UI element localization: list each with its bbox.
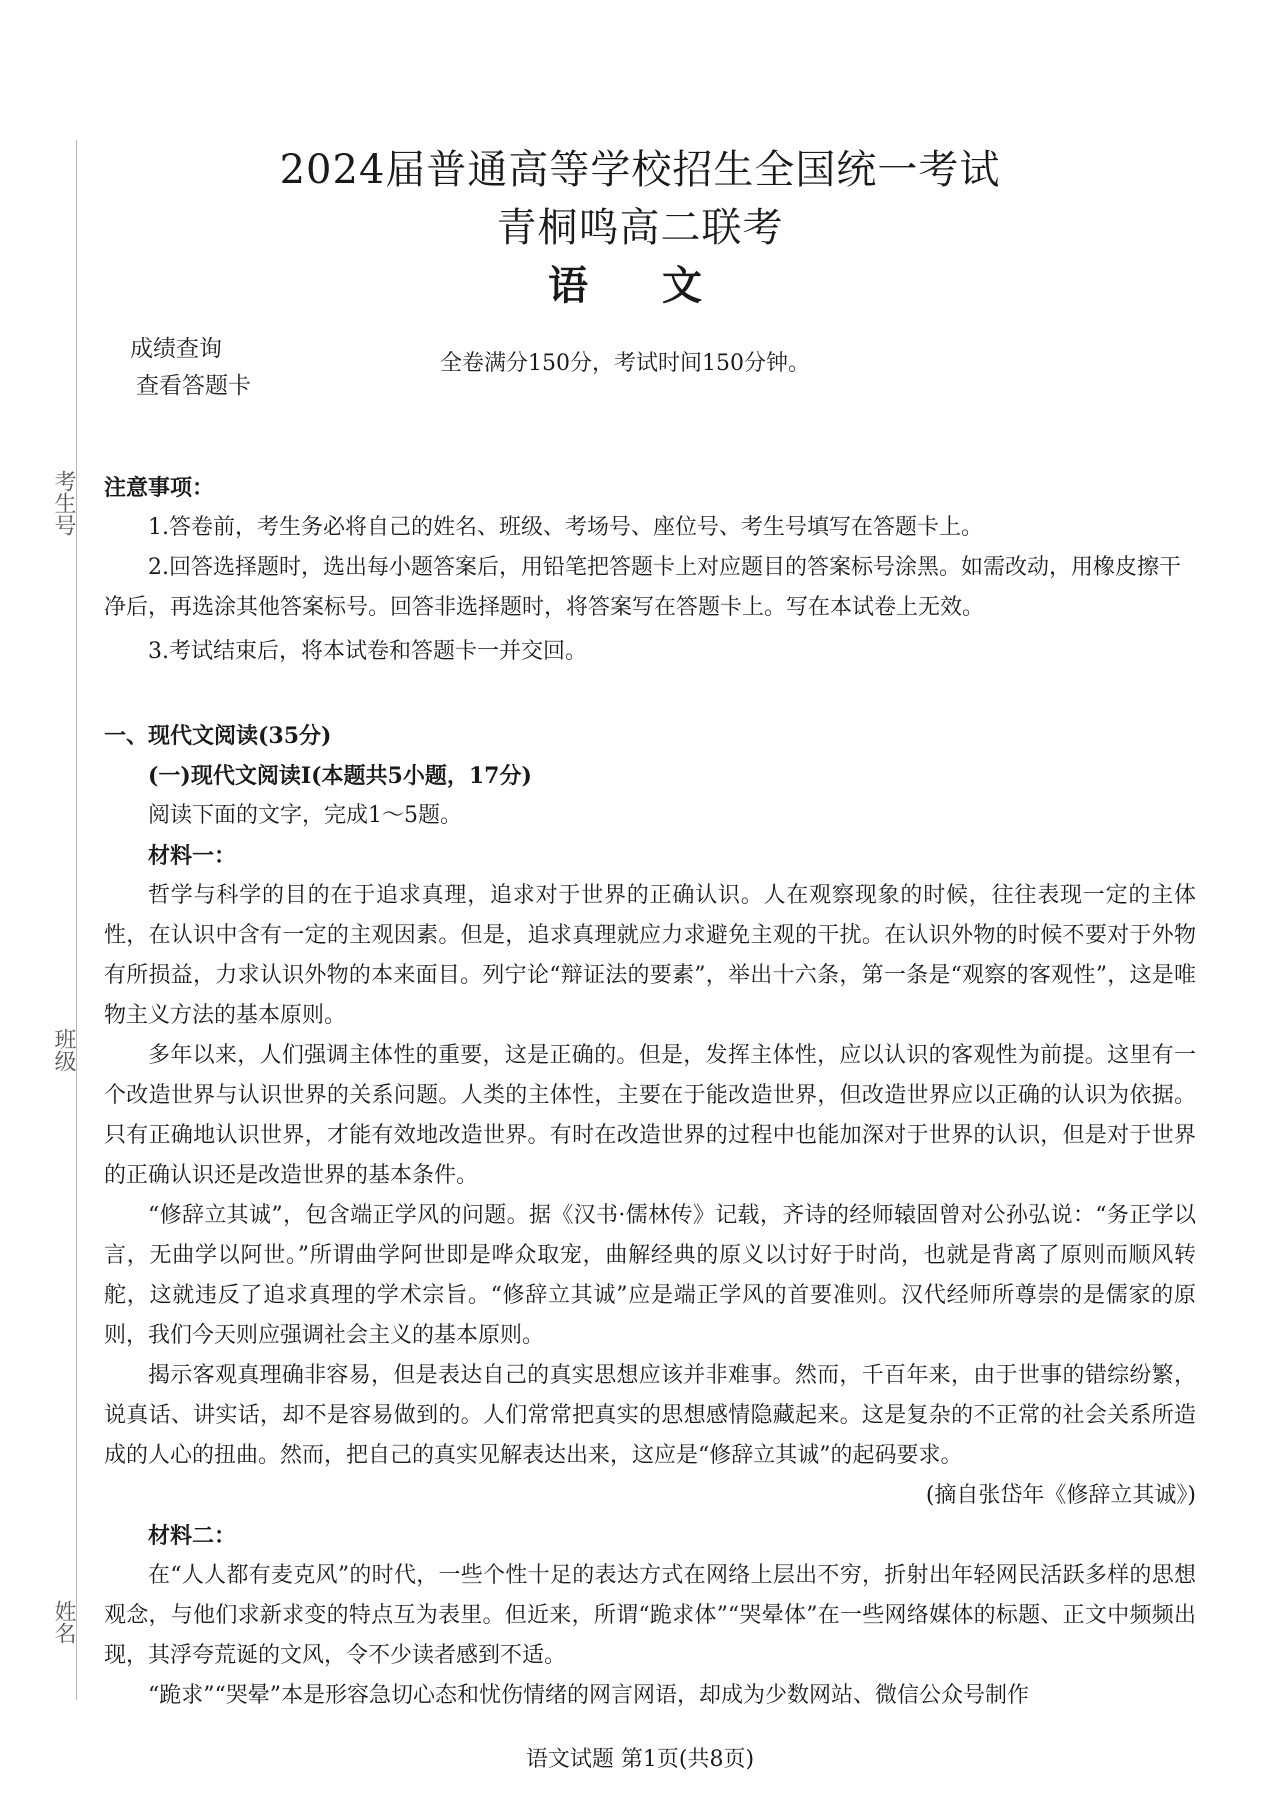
binding-margin-line bbox=[76, 140, 77, 1700]
side-label-candidate-number: 考生号 bbox=[51, 470, 76, 536]
section-instruction: 阅读下面的文字，完成1～5题。 bbox=[148, 803, 462, 828]
exam-subtitle: 青桐鸣高二联考 bbox=[496, 205, 784, 251]
material-1-label: 材料一： bbox=[148, 843, 237, 869]
notes-item: 2.回答选择题时，选出每小题答案后，用铅笔把答题卡上对应题目的答案标号涂黑。如需改动，用橡皮擦干净后，再选涂其他答案标号。回答非选择题时，将答案写在答题卡上。写在本试卷上无效。 bbox=[104, 555, 1181, 620]
notes-heading: 注意事项： bbox=[104, 475, 215, 501]
score-query-link[interactable]: 成绩查询 bbox=[130, 336, 222, 362]
material-1-source: (摘自张岱年《修辞立其诚》) bbox=[925, 1483, 1196, 1508]
exam-title: 2024届普通高等学校招生全国统一考试 bbox=[279, 147, 1001, 193]
page-footer: 语文试题 第1页(共8页) bbox=[525, 1747, 755, 1772]
view-answer-card-link[interactable]: 查看答题卡 bbox=[136, 373, 251, 399]
notes-block bbox=[104, 468, 1196, 672]
score-time-info: 全卷满分150分，考试时间150分钟。 bbox=[440, 351, 810, 376]
material-1-paragraph: “修辞立其诚”，包含端正学风的问题。据《汉书·儒林传》记载，齐诗的经师辕固曾对公孙弘说：“务正学以言，无曲学以阿世。”所谓曲学阿世即是哗众取宠，曲解经典的原义以讨好于时尚，也就是背离了原则而顺风转舵，这就违反了追求真理的学术宗旨。“修辞立其诚”应是端正学风的首要准则。汉代经师所尊崇的是儒家的原则，我们今天则应强调社会主义的基本原则。 bbox=[104, 1203, 1196, 1348]
section-heading: 一、现代文阅读(35分) bbox=[104, 723, 332, 749]
material-1-paragraph: 哲学与科学的目的在于追求真理，追求对于世界的正确认识。人在观察现象的时候，往往表现一定的主体性，在认识中含有一定的主观因素。但是，追求真理就应力求避免主观的干扰。在认识外物的时候不要对于外物有所损益，力求认识外物的本来面目。列宁论“辩证法的要素”，举出十六条，第一条是“观察的客观性”，这是唯物主义方法的基本原则。 bbox=[104, 883, 1196, 1028]
material-2-paragraph: “跪求”“哭晕”本是形容急切心态和忧伤情绪的网言网语，却成为少数网站、微信公众号制作 bbox=[148, 1683, 1029, 1708]
reading-section bbox=[104, 716, 1196, 1716]
notes-item: 3.考试结束后，将本试卷和答题卡一并交回。 bbox=[148, 639, 587, 664]
material-1-paragraph: 揭示客观真理确非容易，但是表达自己的真实思想应该并非难事。然而，千百年来，由于世事的错综纷繁，说真话、讲实话，却不是容易做到的。人们常常把真实的思想感情隐藏起来。这是复杂的不正常的社会关系所造成的人心的扭曲。然而，把自己的真实见解表达出来，这应是“修辞立其诚”的起码要求。 bbox=[104, 1363, 1196, 1468]
subject-title: 语 文 bbox=[548, 262, 732, 309]
material-1-paragraph: 多年以来，人们强调主体性的重要，这是正确的。但是，发挥主体性，应以认识的客观性为前提。这里有一个改造世界与认识世界的关系问题。人类的主体性，主要在于能改造世界，但改造世界应以正确的认识为依据。只有正确地认识世界，才能有效地改造世界。有时在改造世界的过程中也能加深对于世界的认识，但是对于世界的正确认识还是改造世界的基本条件。 bbox=[104, 1043, 1196, 1188]
notes-item: 1.答卷前，考生务必将自己的姓名、班级、考场号、座位号、考生号填写在答题卡上。 bbox=[148, 515, 983, 540]
section-subheading: (一)现代文阅读Ⅰ(本题共5小题，17分) bbox=[148, 763, 532, 789]
side-label-class: 班级 bbox=[51, 1028, 76, 1072]
side-label-name: 姓名 bbox=[51, 1600, 76, 1644]
material-2-paragraph: 在“人人都有麦克风”的时代，一些个性十足的表达方式在网络上层出不穷，折射出年轻网民活跃多样的思想观念，与他们求新求变的特点互为表里。但近来，所谓“跪求体”“哭晕体”在一些网络媒体的标题、正文中频频出现，其浮夸荒诞的文风，令不少读者感到不适。 bbox=[104, 1563, 1196, 1668]
material-2-label: 材料二： bbox=[148, 1523, 237, 1549]
